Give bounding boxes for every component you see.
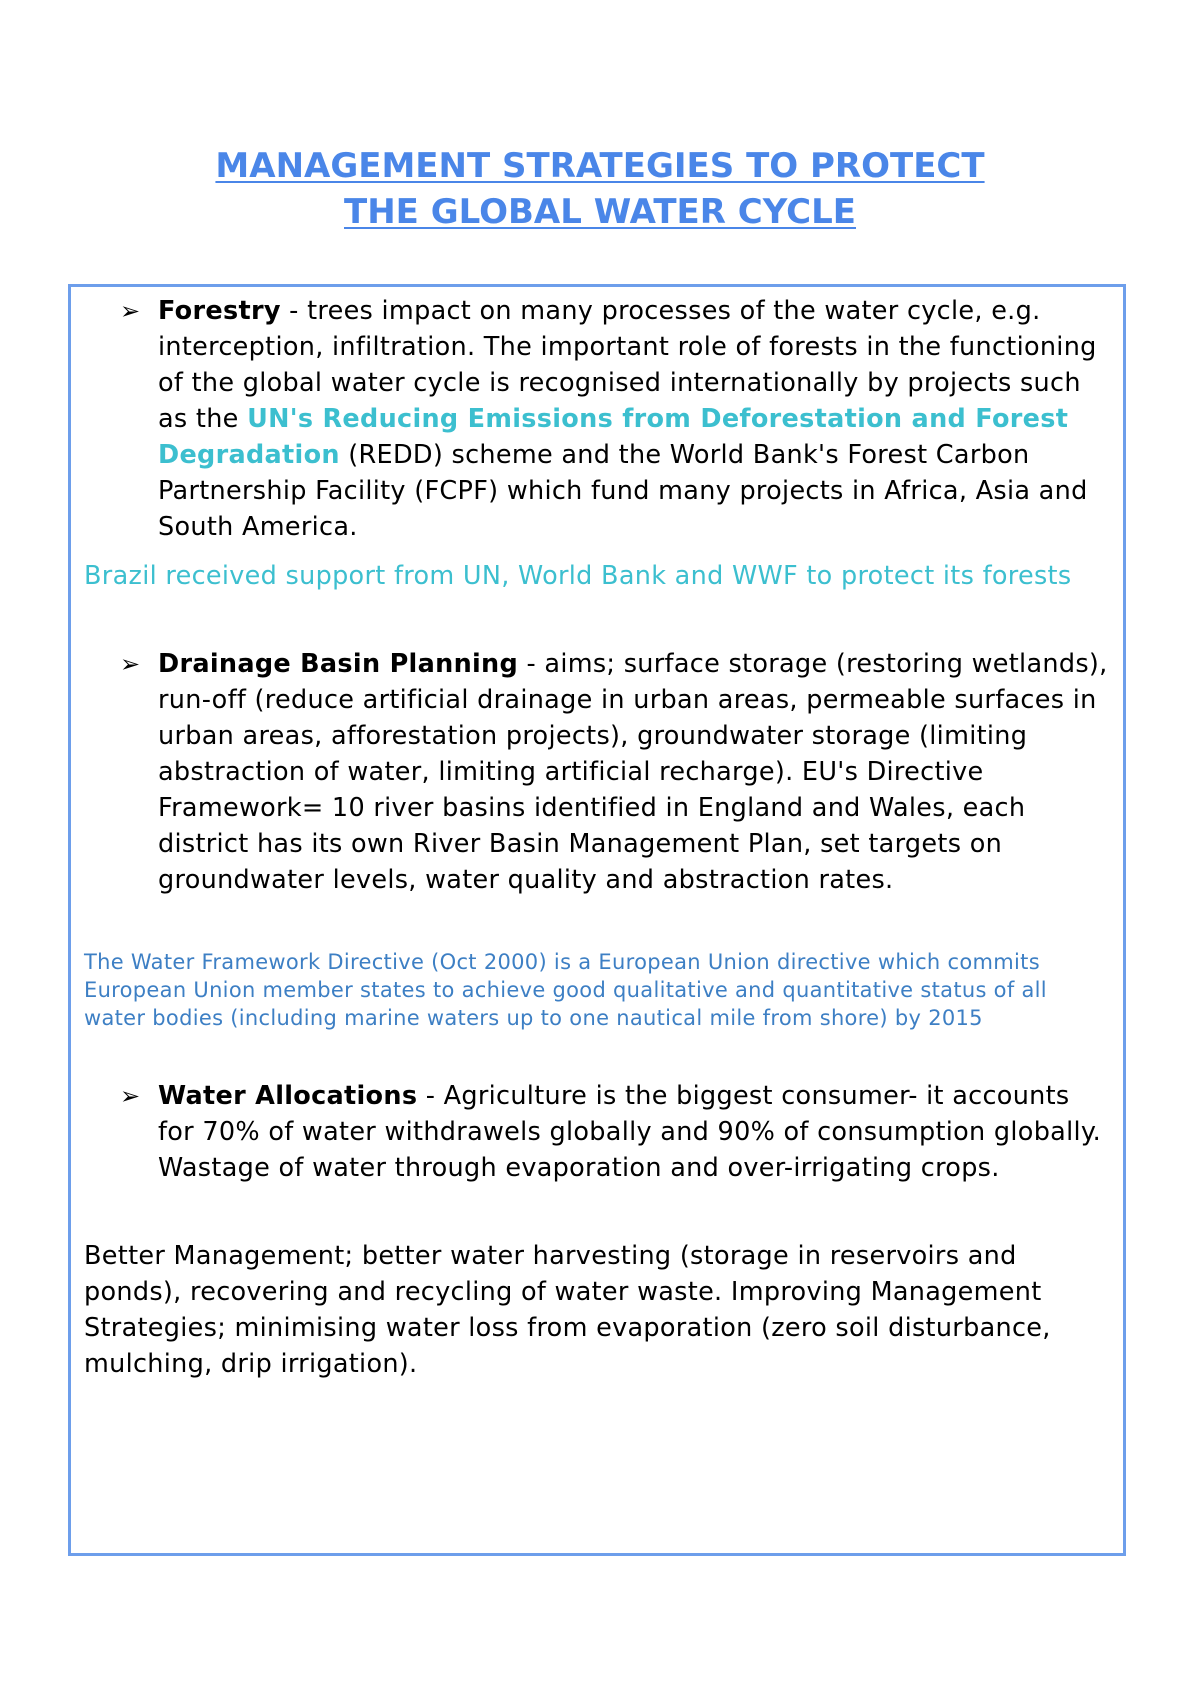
wfd-note: The Water Framework Directive (Oct 2000) is a European Union directive which commits European Union member states to achieve good qualitative and quantitative status of all water bodies (including marine waters up to one nautical mile from shore) by 2015 <box>84 950 1047 1030</box>
water-allocations-heading: Water Allocations <box>158 1081 418 1111</box>
redd-highlight: UN's Reducing Emissions from Deforestation and Forest Degradation <box>158 404 1069 470</box>
better-management-paragraph: Better Management; better water harvesting (storage in reservoirs and ponds), recovering and recycling of water waste. Improving Management Strategies; minimising water loss from evaporation (zero soil disturbance, mulching, drip irrigation). <box>84 1241 1051 1379</box>
drainage-heading: Drainage Basin Planning <box>158 649 519 679</box>
forestry-text-1: - trees impact on many processes of the water cycle, e.g. interception, infiltration. The important role of forests in the functioning of the global water cycle is recognised internationally by projects such as the <box>158 296 1097 434</box>
drainage-item <box>120 646 1108 898</box>
arrow-bullet-icon: ➢ <box>120 650 141 678</box>
water-allocations-text: - Agriculture is the biggest consumer- it accounts for 70% of water withdrawels globally and 90% of consumption globally. Wastage of water through evaporation and over-irrigating crops. <box>158 1081 1102 1183</box>
title-line-2: THE GLOBAL WATER CYCLE <box>344 192 856 232</box>
title-line-1: MANAGEMENT STRATEGIES TO PROTECT <box>215 146 985 186</box>
forestry-item <box>120 293 1108 545</box>
water-allocations-item <box>120 1078 1108 1186</box>
brazil-note: Brazil received support from UN, World Bank and WWF to protect its forests <box>84 561 1072 591</box>
page-title <box>0 143 1200 235</box>
forestry-heading: Forestry <box>158 296 281 326</box>
arrow-bullet-icon: ➢ <box>120 1082 141 1110</box>
arrow-bullet-icon: ➢ <box>120 297 141 325</box>
forestry-text-2: (REDD) scheme and the World Bank's Forest Carbon Partnership Facility (FCPF) which fund many projects in Africa, Asia and South America. <box>158 440 1088 542</box>
drainage-text: - aims; surface storage (restoring wetlands), run-off (reduce artificial drainage in urban areas, permeable surfaces in urban areas, afforestation projects), groundwater storage (limiting abstraction of water, limiting artificial recharge). EU's Directive Framework= 10 river basins identified in England and Wales, each district has its own River Basin Management Plan, set targets on groundwater levels, water quality and abstraction rates. <box>158 649 1108 895</box>
